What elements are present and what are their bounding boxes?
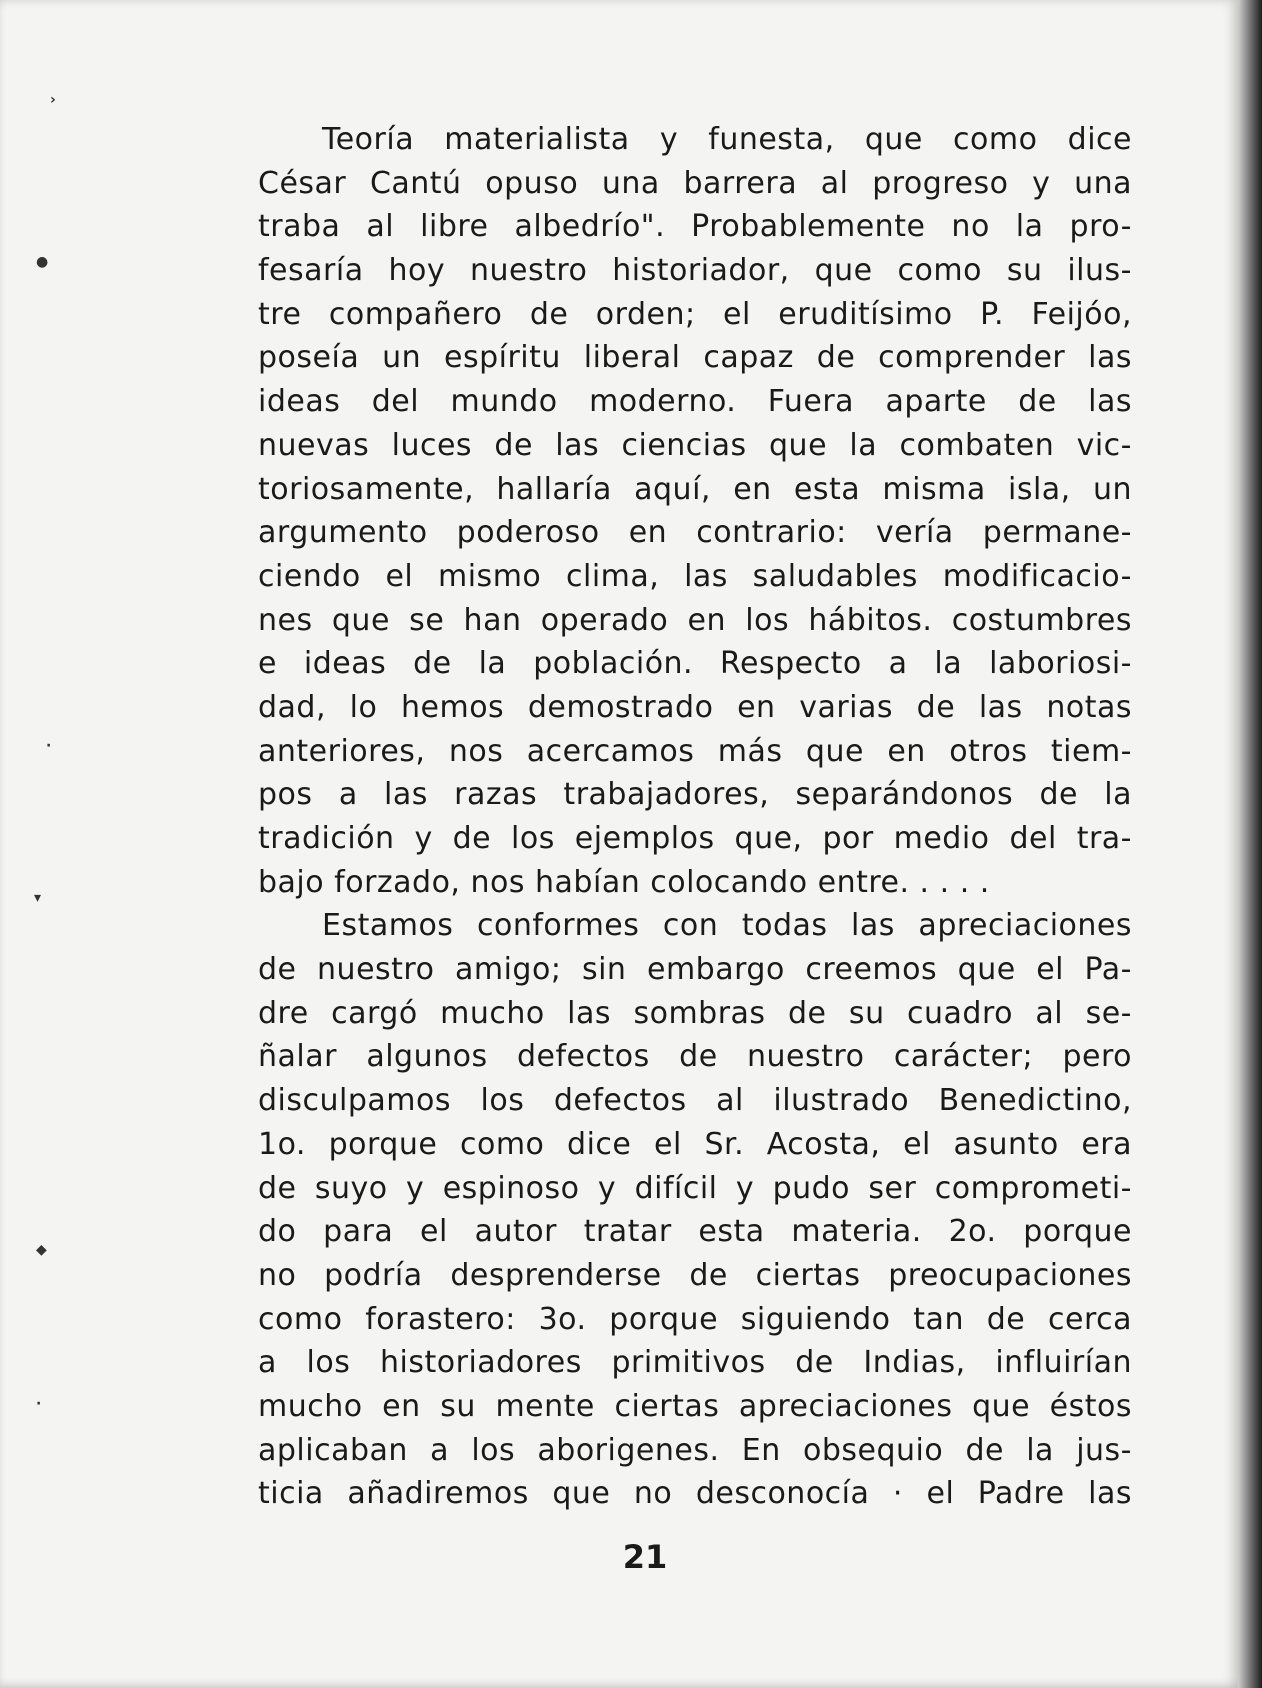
text-line: disculpamos los defectos al ilustrado Benedictino, bbox=[258, 1083, 1132, 1119]
binding-margin bbox=[0, 0, 80, 1688]
text-line: argumento poderoso en contrario: vería permane- bbox=[258, 515, 1132, 551]
text-line: poseía un espíritu liberal capaz de comprender las bbox=[258, 340, 1132, 376]
margin-speck: ● bbox=[36, 254, 49, 270]
text-line: bajo forzado, nos habían colocando entre. . . . . bbox=[258, 864, 990, 900]
text-line: César Cantú opuso una barrera al progreso y una bbox=[258, 165, 1132, 201]
text-line: ideas del mundo moderno. Fuera aparte de las bbox=[258, 384, 1132, 420]
text-line: toriosamente, hallaría aquí, en esta misma isla, un bbox=[258, 471, 1132, 507]
text-line: de nuestro amigo; sin embargo creemos que el Pa- bbox=[258, 952, 1132, 988]
margin-speck: ◆ bbox=[36, 1242, 47, 1258]
text-line: ñalar algunos defectos de nuestro carácter; pero bbox=[258, 1039, 1132, 1075]
text-line: nuevas luces de las ciencias que la combaten vic- bbox=[258, 427, 1132, 463]
text-line: como forastero: 3o. porque siguiendo tan de cerca bbox=[258, 1301, 1132, 1337]
paragraph-2 bbox=[258, 904, 1132, 1516]
text-line: pos a las razas trabajadores, separándonos de la bbox=[258, 777, 1132, 813]
margin-speck: · bbox=[36, 1396, 42, 1412]
body-text bbox=[258, 118, 1132, 1516]
text-line: tre compañero de orden; el eruditísimo P. Feijóo, bbox=[258, 296, 1132, 332]
margin-speck: › bbox=[50, 92, 56, 108]
text-line: anteriores, nos acercamos más que en otros tiem- bbox=[258, 733, 1132, 769]
page-number: 21 bbox=[622, 1538, 668, 1576]
page-edge-shadow bbox=[1238, 0, 1262, 1688]
text-line: de suyo y espinoso y difícil y pudo ser comprometi- bbox=[258, 1170, 1132, 1206]
paragraph-1 bbox=[258, 118, 1132, 904]
text-line: dre cargó mucho las sombras de su cuadro al se- bbox=[258, 995, 1132, 1031]
text-line: Estamos conformes con todas las apreciaciones bbox=[322, 908, 1132, 944]
text-line: aplicaban a los aborigenes. En obsequio de la jus- bbox=[258, 1432, 1132, 1468]
text-line: ciendo el mismo clima, las saludables modificacio- bbox=[258, 558, 1132, 594]
text-line: a los historiadores primitivos de Indias, influirían bbox=[258, 1345, 1132, 1381]
text-line: mucho en su mente ciertas apreciaciones que éstos bbox=[258, 1388, 1132, 1424]
text-line: no podría desprenderse de ciertas preocupaciones bbox=[258, 1257, 1132, 1293]
margin-speck: ▾ bbox=[34, 890, 42, 906]
text-line: Teoría materialista y funesta, que como dice bbox=[322, 122, 1132, 157]
text-line: dad, lo hemos demostrado en varias de las notas bbox=[258, 689, 1132, 725]
text-line: 1o. porque como dice el Sr. Acosta, el asunto era bbox=[258, 1126, 1132, 1162]
text-line: e ideas de la población. Respecto a la laboriosi- bbox=[258, 646, 1132, 682]
margin-speck: · bbox=[46, 738, 52, 754]
text-line: tradición y de los ejemplos que, por medio del tra- bbox=[258, 821, 1132, 856]
text-line: do para el autor tratar esta materia. 2o. porque bbox=[258, 1214, 1132, 1250]
text-line: nes que se han operado en los hábitos. costumbres bbox=[258, 602, 1132, 638]
text-line: fesaría hoy nuestro historiador, que como su ilus- bbox=[258, 253, 1132, 289]
text-line: ticia añadiremos que no desconocía · el Padre las bbox=[258, 1476, 1132, 1512]
text-line: traba al libre albedrío". Probablemente no la pro- bbox=[258, 209, 1132, 245]
